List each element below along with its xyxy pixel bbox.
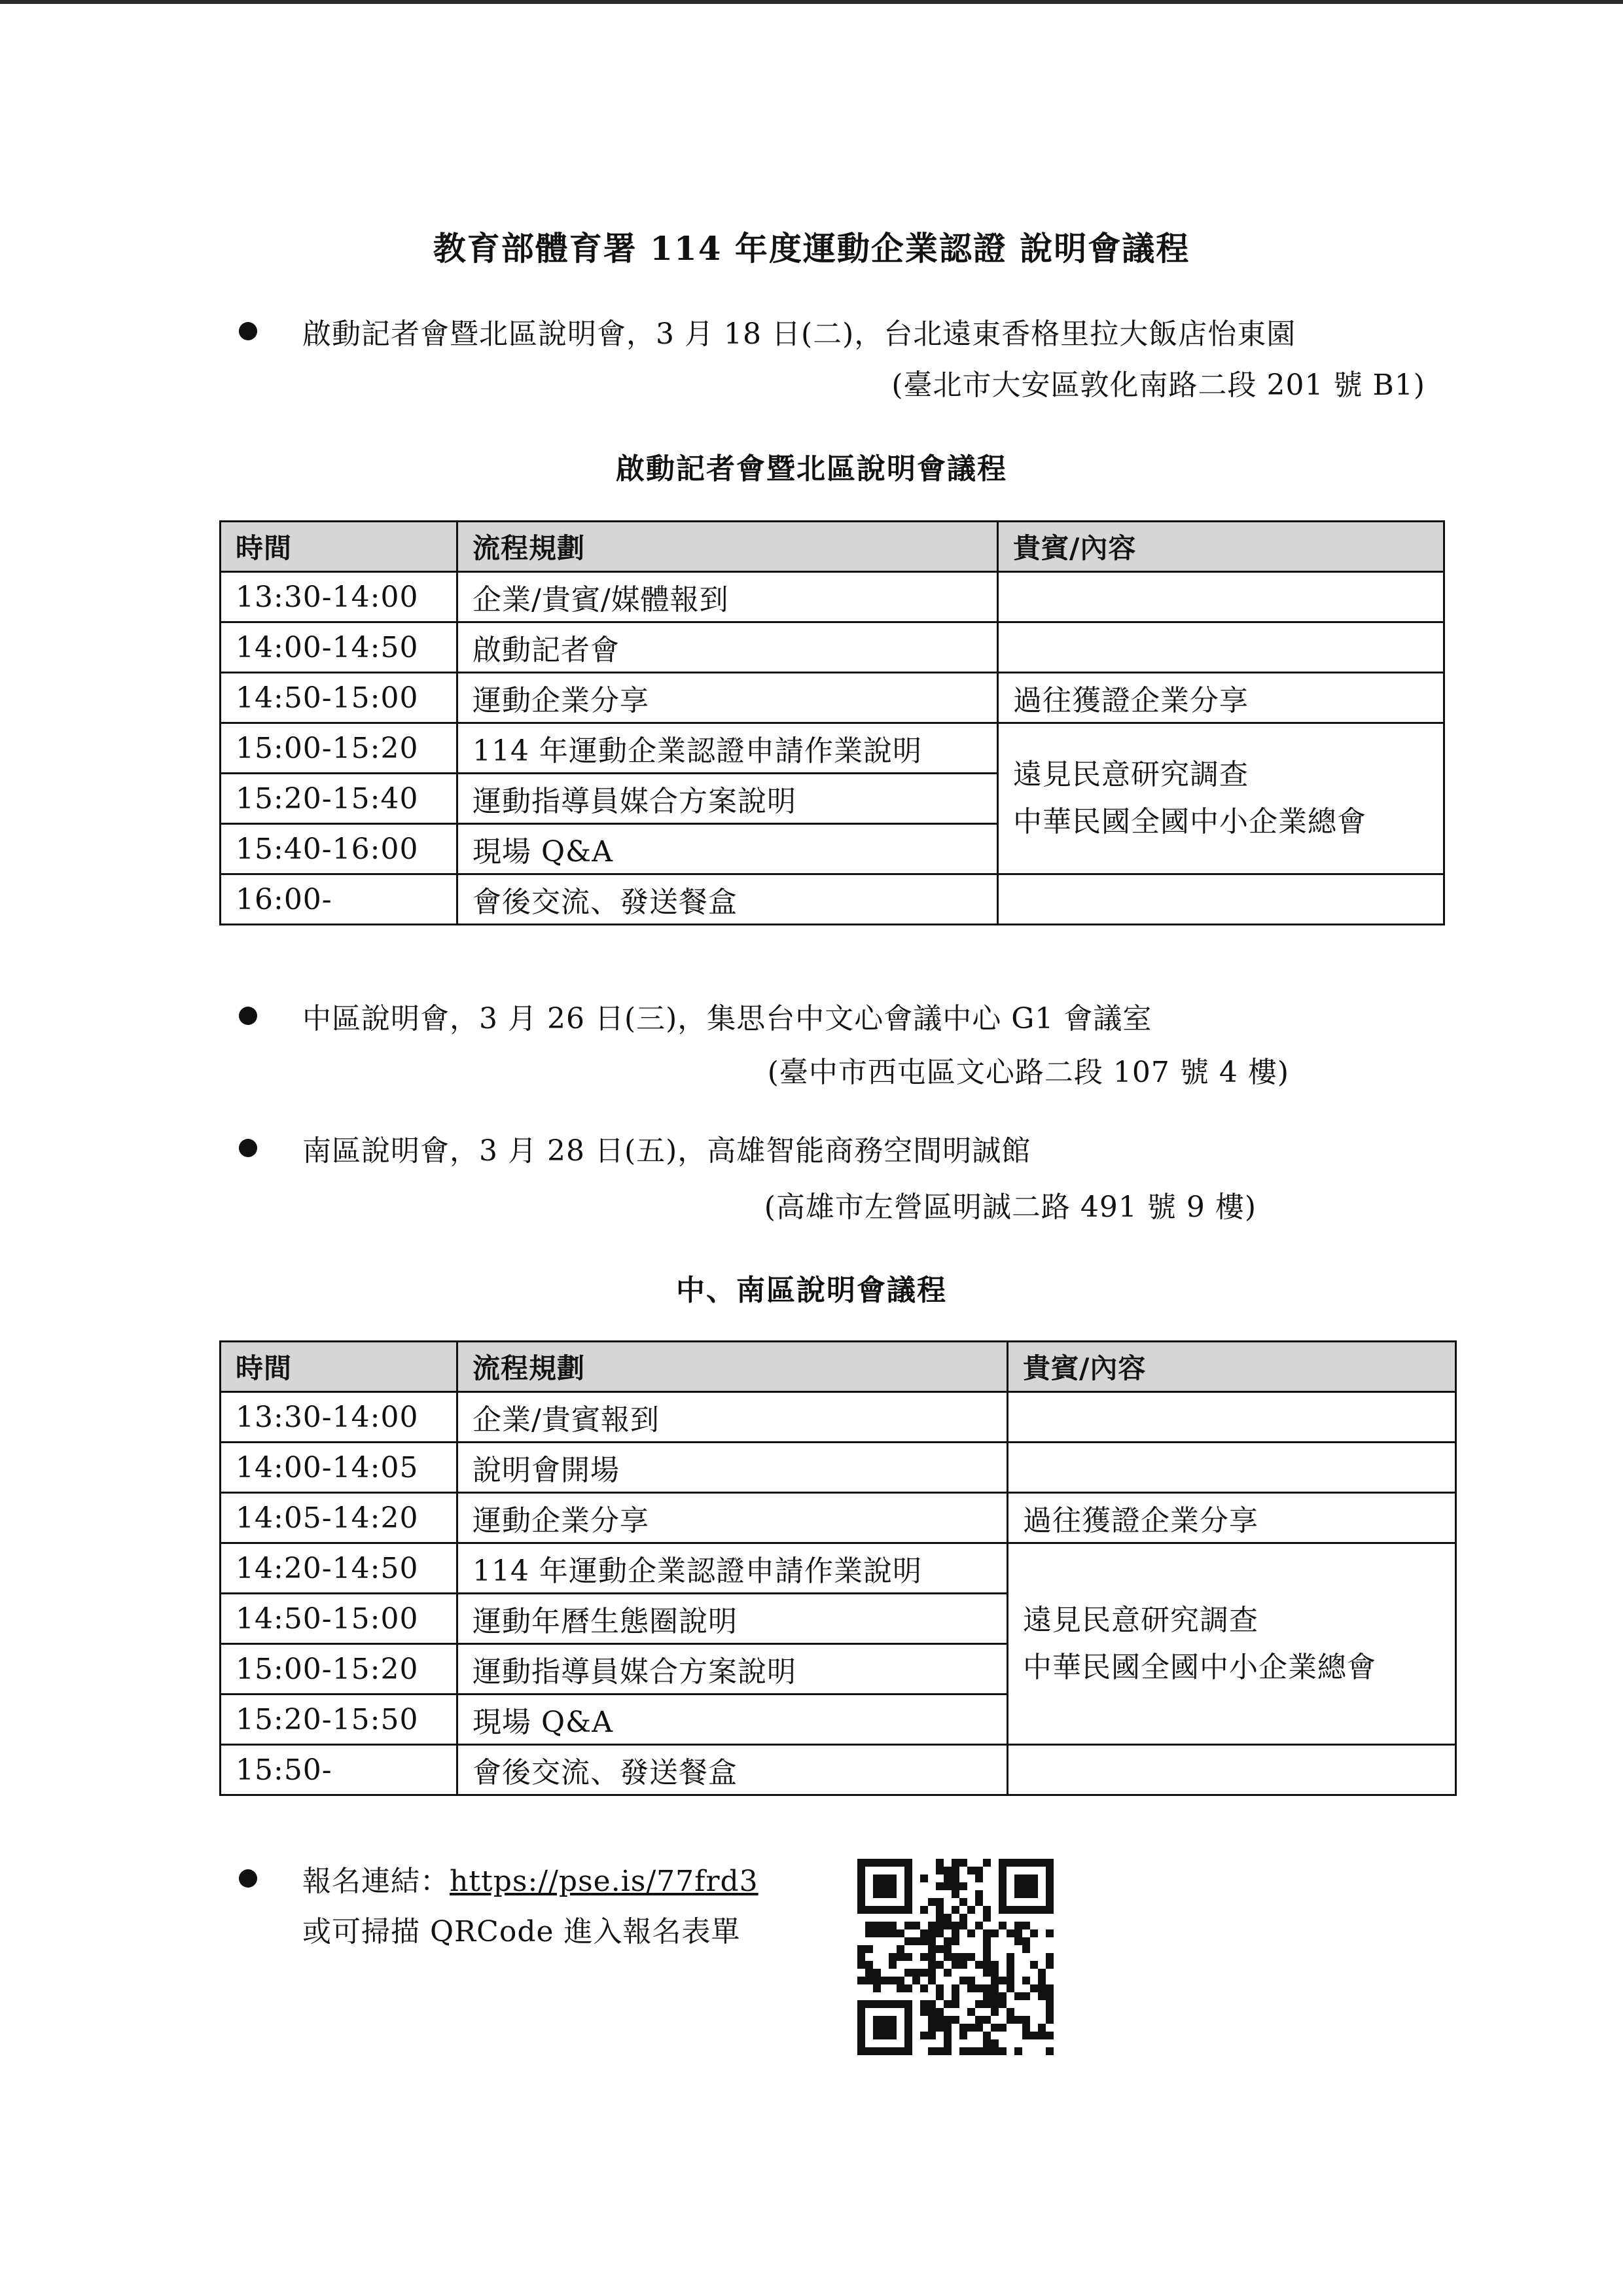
central-event-info: 中區說明會，3 月 26 日(三)，集思台中文心會議中心 G1 會議室 [302, 1002, 1152, 1035]
program-cell: 114 年運動企業認證申請作業說明 [457, 723, 998, 774]
table-row [221, 622, 1444, 673]
program-cell: 114 年運動企業認證申請作業說明 [457, 1543, 1008, 1594]
central-event-address: (臺中市西屯區文心路二段 107 號 4 樓) [767, 1056, 1289, 1089]
bullet-icon [239, 1869, 257, 1888]
guest-cell-empty [998, 572, 1444, 622]
program-cell: 運動指導員媒合方案說明 [457, 774, 998, 824]
program-cell: 現場 Q&A [457, 1695, 1008, 1745]
program-cell: 會後交流、發送餐盒 [457, 1745, 1008, 1795]
time-cell: 14:50-15:00 [221, 673, 457, 723]
time-cell: 15:00-15:20 [221, 1644, 457, 1695]
program-cell: 運動企業分享 [457, 673, 998, 723]
south-event-info: 南區說明會，3 月 28 日(五)，高雄智能商務空間明誠館 [302, 1134, 1031, 1168]
table-header-row [221, 522, 1444, 572]
time-cell: 14:20-14:50 [221, 1543, 457, 1594]
time-cell: 15:20-15:50 [221, 1695, 457, 1745]
program-cell: 運動企業分享 [457, 1493, 1008, 1543]
guest-cell-empty [1008, 1443, 1456, 1493]
program-cell: 運動年曆生態圈說明 [457, 1594, 1008, 1644]
north-agenda-table [219, 520, 1445, 925]
time-cell: 16:00- [221, 874, 457, 925]
time-cell: 13:30-14:00 [221, 572, 457, 622]
time-cell: 13:30-14:00 [221, 1392, 457, 1443]
header-program: 流程規劃 [457, 522, 998, 572]
time-cell: 14:00-14:50 [221, 622, 457, 673]
program-cell: 企業/貴賓報到 [457, 1392, 1008, 1443]
guest-cell-empty [998, 622, 1444, 673]
table-row [221, 673, 1444, 723]
central-south-agenda-table [219, 1340, 1457, 1796]
qr-code-icon[interactable] [857, 1859, 1054, 2055]
north-event-info: 啟動記者會暨北區說明會，3 月 18 日(二)，台北遠東香格里拉大飯店怡東園 [302, 317, 1296, 351]
time-cell: 14:50-15:00 [221, 1594, 457, 1644]
program-cell: 說明會開場 [457, 1443, 1008, 1493]
time-cell: 14:00-14:05 [221, 1443, 457, 1493]
table-row [221, 1443, 1456, 1493]
time-cell: 15:00-15:20 [221, 723, 457, 774]
program-cell: 啟動記者會 [457, 622, 998, 673]
document-title: 教育部體育署 114 年度運動企業認證 說明會議程 [433, 229, 1190, 268]
program-cell: 現場 Q&A [457, 824, 998, 874]
guest-cell: 過往獲證企業分享 [998, 673, 1444, 723]
program-cell: 運動指導員媒合方案說明 [457, 1644, 1008, 1695]
speaker-name: 中華民國全國中小企業總會 [1023, 1650, 1376, 1684]
table-row [221, 1392, 1456, 1443]
time-cell: 14:05-14:20 [221, 1493, 457, 1543]
speaker-name: 遠見民意研究調查 [1023, 1603, 1258, 1637]
header-time: 時間 [221, 522, 457, 572]
registration-link[interactable]: https://pse.is/77frd3 [450, 1865, 758, 1898]
time-cell: 15:50- [221, 1745, 457, 1795]
table-row [221, 874, 1444, 925]
north-agenda-title: 啟動記者會暨北區說明會議程 [616, 452, 1007, 486]
time-cell: 15:40-16:00 [221, 824, 457, 874]
registration-note: 或可掃描 QRCode 進入報名表單 [302, 1915, 741, 1948]
guest-cell-speakers [1008, 1543, 1456, 1745]
north-event-address: (臺北市大安區敦化南路二段 201 號 B1) [891, 368, 1425, 402]
table-row [221, 1745, 1456, 1795]
header-guest: 貴賓/內容 [1008, 1342, 1456, 1392]
table-row [221, 723, 1444, 774]
central-south-agenda-title: 中、南區說明會議程 [676, 1274, 947, 1307]
bullet-icon [239, 1007, 257, 1025]
table-row [221, 1543, 1456, 1594]
guest-cell-empty [1008, 1392, 1456, 1443]
south-event-address: (高雄市左營區明誠二路 491 號 9 樓) [764, 1191, 1257, 1224]
scan-top-edge [0, 0, 1623, 4]
registration-line [302, 1857, 758, 1899]
program-cell: 會後交流、發送餐盒 [457, 874, 998, 925]
program-cell: 企業/貴賓/媒體報到 [457, 572, 998, 622]
table-row [221, 572, 1444, 622]
speaker-name: 遠見民意研究調查 [1013, 758, 1249, 791]
bullet-icon [239, 1139, 257, 1157]
guest-cell-speakers [998, 723, 1444, 874]
time-cell: 15:20-15:40 [221, 774, 457, 824]
guest-cell-empty [998, 874, 1444, 925]
guest-cell-empty [1008, 1745, 1456, 1795]
header-program: 流程規劃 [457, 1342, 1008, 1392]
guest-cell: 過往獲證企業分享 [1008, 1493, 1456, 1543]
table-header-row [221, 1342, 1456, 1392]
speaker-name: 中華民國全國中小企業總會 [1013, 805, 1366, 838]
header-guest: 貴賓/內容 [998, 522, 1444, 572]
bullet-icon [239, 322, 257, 340]
header-time: 時間 [221, 1342, 457, 1392]
registration-label: 報名連結： [302, 1865, 450, 1898]
table-row [221, 1493, 1456, 1543]
